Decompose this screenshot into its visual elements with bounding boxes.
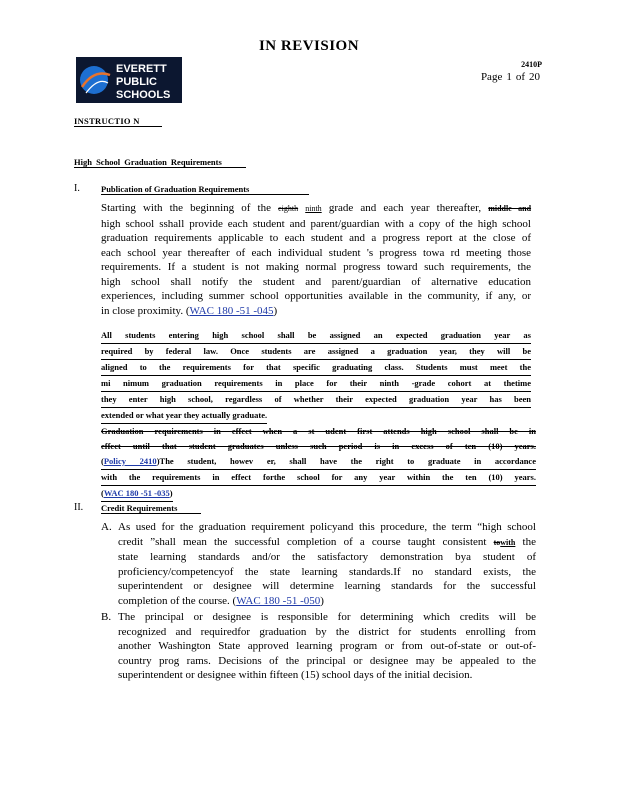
para3-open-2: ( — [101, 488, 104, 498]
para3-open: ( — [101, 456, 104, 466]
document-heading: High School Graduation Requirements — [74, 157, 246, 168]
para3-line-4: with the requirements in effect forthe school for any year within the ten (10) years. — [101, 470, 536, 486]
item-b-line-3: another Washington State approved learning program or from out-of-state or out-of- — [118, 640, 536, 652]
item-a-line-1: As used for the graduation requirement policyand this procedure, the term “high school — [118, 521, 536, 533]
item-a-line-2a: credit ”shall mean the successful completion of a course taught consistent — [118, 535, 487, 548]
logo-text-line1: EVERETT — [116, 63, 167, 75]
para2-line-4: mi nimum graduation requirements in place for their ninth -grade cohort at thetime — [101, 376, 531, 392]
page-title: IN REVISION — [258, 38, 360, 54]
para1-line-3: graduation requirements applicable to each student and a progress report at the close of — [101, 232, 531, 244]
para1-line-6: high school shall notify the student and parent/guardian of alternative education — [101, 275, 531, 288]
page-label: Page — [480, 71, 503, 83]
para2-line-5: they enter high school, regardless of whether their expected graduation year has been — [101, 392, 531, 408]
item-b-line-1: The principal or designee is responsible for determining which credits will be — [118, 611, 536, 623]
para1-line-2: high school sshall provide each student and parent/guardian with a copy of the high school — [101, 217, 531, 230]
item-b-line-5: superintendent or designee within fifteen (15) school days of the initial decision. — [118, 669, 473, 681]
department-label: INSTRUCTIO N — [74, 116, 162, 127]
item-a-line-2b: the — [522, 535, 536, 548]
item-a-line-6: completion of the course. ( — [118, 594, 237, 607]
para1-mid: grade and each year thereafter, — [328, 202, 482, 214]
wac-180-51-035-link[interactable]: WAC 180 -51 -035 — [103, 488, 170, 498]
section-2-title: Credit Requirements — [101, 503, 201, 514]
para1-line-8: in close proximity. ( — [101, 304, 190, 317]
item-b-line-2: recognized and requiredfor graduation by the district for students enrolling from — [118, 625, 536, 638]
item-a-text — [118, 520, 536, 608]
item-a-label: A. — [101, 521, 112, 533]
logo-text-line3: SCHOOLS — [116, 89, 171, 101]
item-b-label: B. — [101, 611, 112, 623]
struck-to: to — [493, 537, 501, 547]
para3-close: ) — [169, 488, 173, 498]
section-1-paragraph-2 — [101, 328, 531, 424]
para2-line-1: All students entering high school shall be assigned an expected graduation year as — [101, 328, 531, 344]
section-2-numeral: II. — [74, 502, 84, 513]
policy-2410-link[interactable]: Policy 2410 — [103, 456, 157, 466]
para1-close: ) — [273, 304, 278, 317]
para1-line-5: requirements. If a student is not making normal progress toward such requirements, the — [101, 261, 531, 273]
page-of: of — [515, 71, 525, 83]
item-a-close: ) — [320, 594, 324, 607]
wac-180-51-050-link[interactable]: WAC 180 -51 -050 — [236, 594, 321, 607]
page-total: 20 — [529, 71, 540, 83]
para3-struck-line-1: Graduation requirements in effect when a st udent first attends high school shall be in — [101, 426, 536, 436]
globe-swoosh-icon — [76, 57, 182, 103]
page-current: 1 — [506, 71, 512, 83]
inserted-with: with — [500, 537, 516, 547]
section-1-paragraph-3 — [101, 424, 536, 502]
section-1-paragraph-1 — [101, 201, 531, 318]
policy-number: 2410P — [521, 60, 542, 69]
wac-180-51-045-link[interactable]: WAC 180 -51 -045 — [189, 304, 274, 317]
district-logo — [76, 57, 182, 103]
para2-line-6: extended or what year they actually graduate. — [101, 408, 267, 424]
struck-eighth: eighth — [278, 204, 299, 213]
page-indicator — [479, 71, 542, 83]
item-a-line-3: state learning standards and/or the satisfactory demonstration bya student of — [118, 551, 536, 563]
inserted-ninth: ninth — [305, 204, 322, 213]
para2-line-2: required by federal law. Once students are assigned a graduation year, they will be — [101, 344, 531, 360]
section-1-title: Publication of Graduation Requirements — [101, 184, 309, 195]
section-1-numeral: I. — [74, 183, 80, 194]
para3-line-3: )The student, howev er, shall have the right to graduate in accordance — [156, 456, 536, 466]
item-b-text — [118, 610, 536, 683]
item-a-line-4: proficiency/competencyof the state learning standards.If no standard exists, the — [118, 565, 536, 578]
para1-line-4: each school year thereafter of each individual student 's progress towa rd meeting those — [101, 246, 531, 259]
para1-line-7: experiences, including summer school opportunities available in the community, if any, or — [101, 290, 531, 302]
logo-text-line2: PUBLIC — [116, 76, 157, 88]
struck-middle-and: middle and — [488, 204, 532, 213]
para1-start: Starting with the beginning of the — [101, 202, 271, 214]
item-b-line-4: country prog rams. Decisions of the principal or designee may be appealed to the — [118, 654, 536, 667]
item-a-line-5: superintendent or designee will determine learning standards for the successful — [118, 580, 536, 592]
para2-line-3: aligned to the requirements for that specific graduating class. Students must meet the — [101, 360, 531, 376]
para3-struck-line-2: effect until that student graduates unless such period is in excess of ten (10) years. — [101, 441, 536, 451]
